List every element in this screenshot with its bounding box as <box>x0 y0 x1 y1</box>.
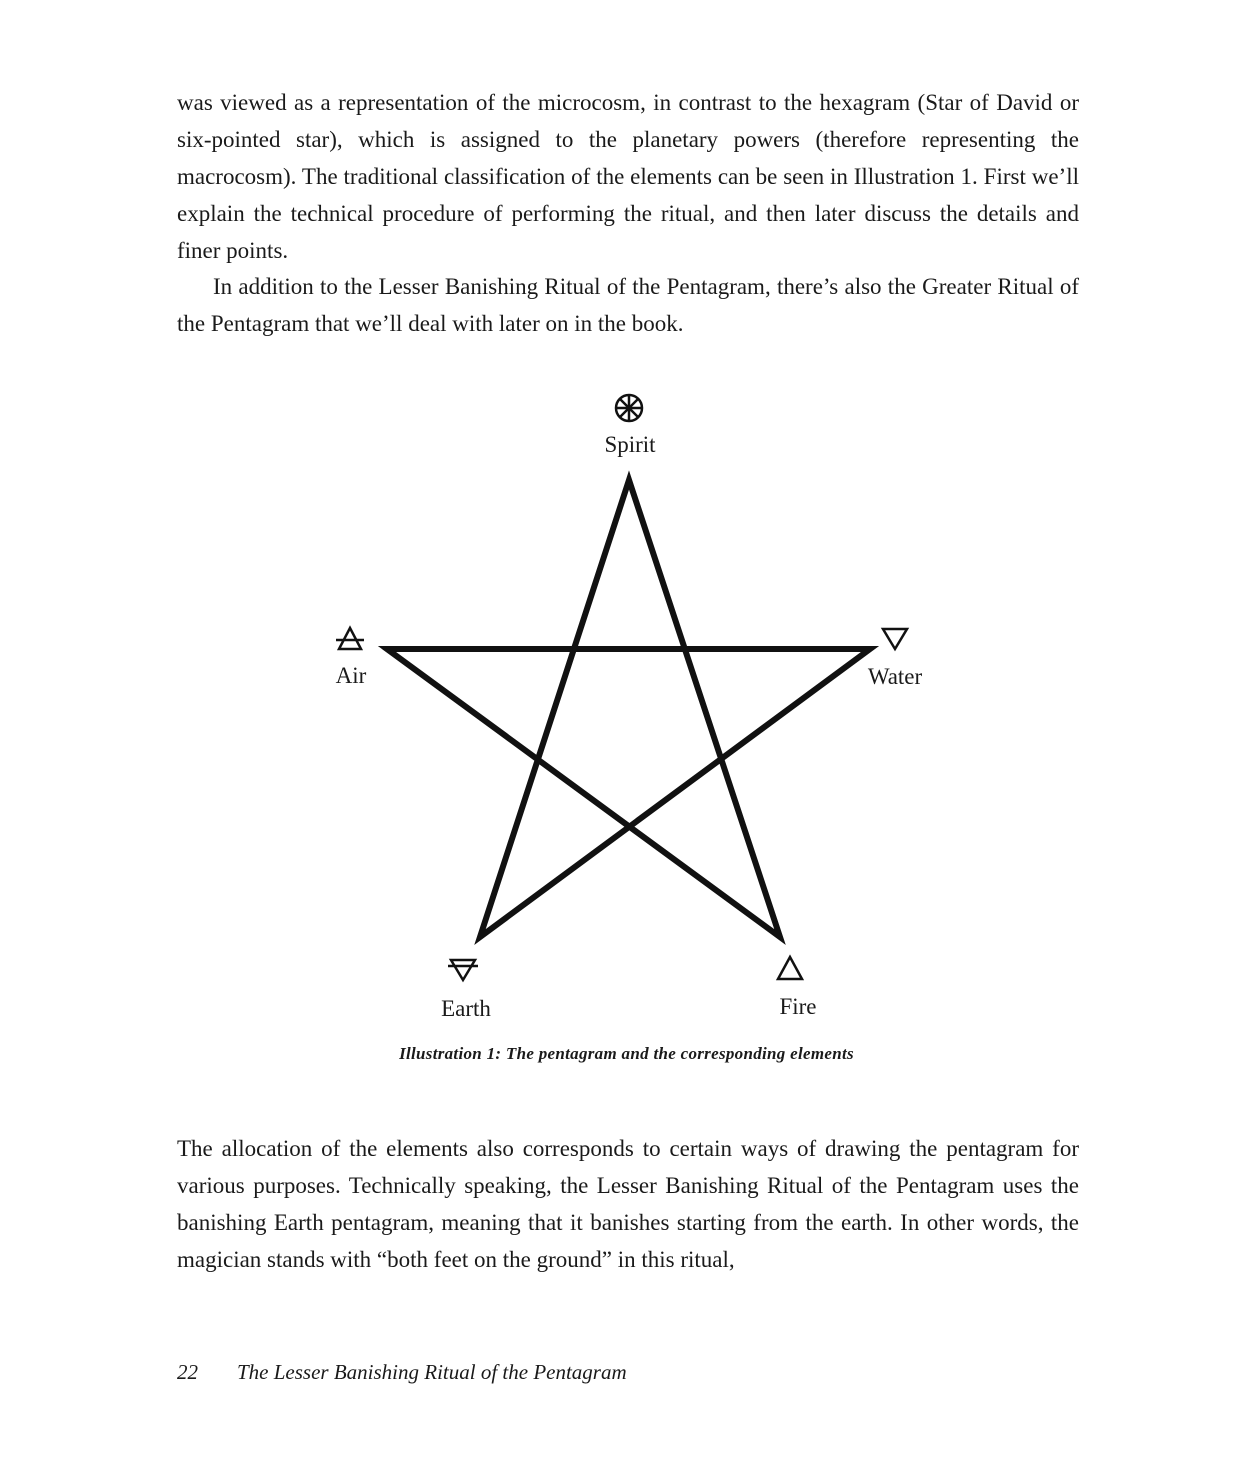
earth-label: Earth <box>441 996 491 1021</box>
pentagram-figure <box>330 388 930 1028</box>
body-paragraph-3: The allocation of the elements also corresponds to certain ways of drawing the pentagram for various purposes. Technically speaking, the Lesser Banishing Ritual of the Pentagram uses the banishing Earth pentagram, meaning that it banishes starting from the earth. In other words, the magician stands with “both feet on the ground” in this ritual, <box>177 1136 1079 1272</box>
spirit-wheel-icon <box>616 395 642 421</box>
pentagram-star <box>387 480 870 937</box>
air-label: Air <box>335 663 367 688</box>
page-number: 22 <box>177 1360 198 1384</box>
air-triangle-icon <box>336 628 364 649</box>
body-paragraph-1: was viewed as a representation of the microcosm, in contrast to the hexagram (Star of David or six-pointed star), which is assigned to the planetary powers (therefore representing the macrocosm). The traditional classification of the elements can be seen in Illustration 1. First we’ll explain the technical procedure of performing the ritual, and then later discuss the details and finer points. <box>177 90 1079 263</box>
fire-triangle-icon <box>778 957 802 979</box>
body-paragraph-2: In addition to the Lesser Banishing Ritual of the Pentagram, there’s also the Greater Ritual of the Pentagram that we’ll deal with later on in the book. <box>177 274 1079 336</box>
figure-caption: Illustration 1: The pentagram and the corresponding elements <box>399 1044 854 1063</box>
spirit-label: Spirit <box>604 432 656 457</box>
page-footer <box>177 1360 627 1385</box>
running-title: The Lesser Banishing Ritual of the Pentagram <box>237 1360 627 1384</box>
water-triangle-icon <box>883 629 907 649</box>
water-label: Water <box>867 664 923 689</box>
fire-label: Fire <box>779 994 817 1019</box>
earth-triangle-icon <box>448 960 478 980</box>
